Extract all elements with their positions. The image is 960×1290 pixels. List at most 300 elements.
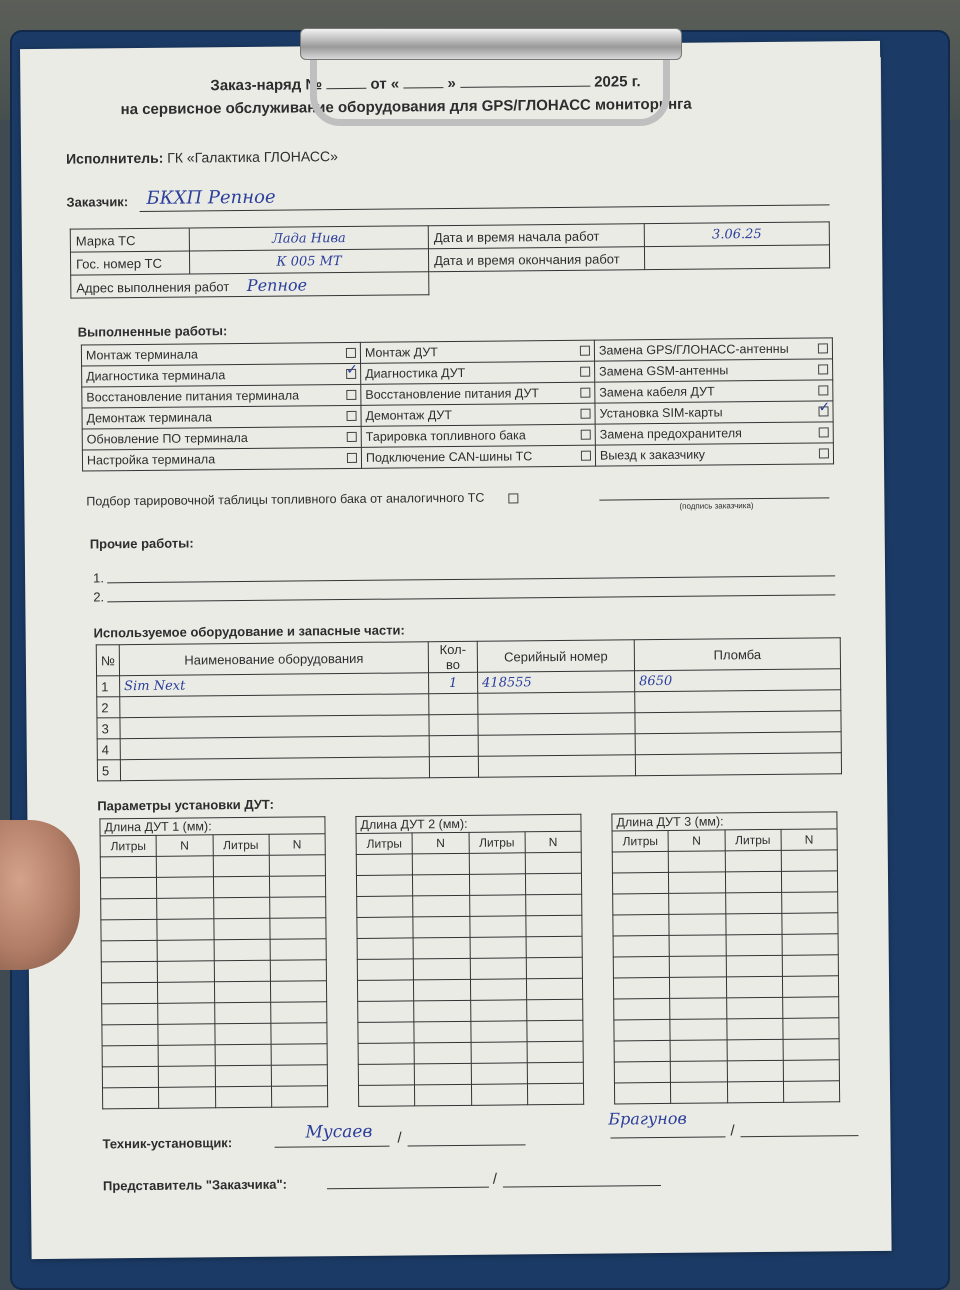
dut-cell (271, 1044, 327, 1066)
dut-cell (102, 1066, 158, 1088)
dut-cell (102, 1087, 158, 1109)
works-cell (594, 338, 832, 361)
executor-row (66, 148, 338, 167)
dut-row (614, 997, 839, 1020)
dut-cell (271, 1086, 327, 1108)
dut-cell (781, 892, 837, 914)
dut-cell (670, 977, 726, 999)
work-checkbox[interactable] (346, 348, 356, 358)
equipment-title: Используемое оборудование и запасные части: (93, 622, 405, 641)
other-line-2 (107, 594, 835, 602)
work-label: Монтаж терминала (85, 347, 198, 363)
dut-row (613, 976, 838, 999)
dut-cell (270, 960, 326, 982)
address-empty (429, 268, 830, 295)
dut-cell (783, 1039, 839, 1061)
dut-cell (469, 853, 525, 875)
dut-cell (470, 1000, 526, 1022)
dut-cell (269, 876, 325, 898)
dut-cell (613, 935, 669, 957)
equipment-serial-cell (478, 713, 635, 736)
equipment-num-cell: 4 (97, 739, 120, 760)
works-cell (82, 405, 361, 429)
dut-cell (526, 915, 582, 937)
equipment-num-cell: 1 (97, 676, 120, 697)
dut-cell (526, 957, 582, 979)
tech-signature-2: Брагунов (608, 1108, 687, 1129)
equipment-qty-cell (429, 756, 478, 777)
dut-cell (781, 850, 837, 872)
equipment-name-cell: Sim Next (120, 673, 429, 697)
dut-row (101, 981, 326, 1004)
dut-cell (102, 1003, 158, 1025)
calibration-row (86, 490, 518, 508)
dut-cell (358, 1064, 414, 1086)
dut-cell (613, 893, 669, 915)
dut-cell (101, 982, 157, 1004)
dut-col-n: N (781, 829, 837, 851)
dut-cell (358, 1022, 414, 1044)
equipment-name-cell (120, 694, 429, 718)
dut-cell (414, 1021, 470, 1043)
executor-label: Исполнитель: (65, 149, 164, 167)
works-cell (361, 361, 595, 384)
dut-cell (101, 940, 157, 962)
address-cell (71, 272, 429, 298)
dut-row (357, 936, 582, 959)
dut-cell (727, 1039, 783, 1061)
works-cell (81, 342, 360, 366)
address-label: Адрес выполнения работ (76, 278, 230, 296)
works-cell (595, 380, 833, 403)
dut-row (357, 957, 582, 980)
dut-cell (157, 919, 213, 941)
other-item-1: 1. (93, 570, 105, 586)
works-title: Выполненные работы: (77, 323, 228, 340)
dut-cell (270, 1002, 326, 1024)
col-num: № (96, 645, 119, 676)
dut-row (357, 894, 582, 917)
work-label: Замена GPS/ГЛОНАСС-антенны (598, 341, 789, 358)
rep-slash: / (492, 1170, 498, 1188)
dut-cell (270, 918, 326, 940)
dut-col-liters: Литры (612, 830, 668, 852)
dut-cell (270, 939, 326, 961)
works-cell (82, 447, 361, 471)
dut-cell (357, 938, 413, 960)
dut-cell (271, 1065, 327, 1087)
dut-cell (158, 1024, 214, 1046)
dut-cell (101, 919, 157, 941)
tech-sign-line1 (275, 1146, 390, 1148)
dut-cell (671, 1082, 727, 1104)
dut-cell (158, 1045, 214, 1067)
dut-cell (727, 1081, 783, 1103)
other-item-2: 2. (93, 589, 105, 605)
work-checkbox[interactable] (581, 451, 591, 461)
dut-row (613, 892, 838, 915)
tech-slash-1: / (397, 1129, 402, 1147)
dut-cell (213, 897, 269, 919)
dut-cell (526, 978, 582, 1000)
dut-cell (414, 958, 470, 980)
plate-value: К 005 МТ (189, 249, 428, 274)
dut-row (101, 960, 326, 983)
work-checkbox[interactable] (581, 430, 591, 440)
dut-cell (356, 875, 412, 897)
tech-slash-2: / (730, 1122, 735, 1140)
dut-cell (413, 853, 469, 875)
equipment-qty-cell (429, 714, 478, 735)
dut-cell (471, 1042, 527, 1064)
dut-row (357, 915, 582, 938)
dut-cell (725, 871, 781, 893)
work-label: Восстановление питания терминала (86, 388, 300, 405)
work-checkbox[interactable] (580, 409, 590, 419)
tech-sign-line2 (408, 1144, 526, 1146)
works-cell (361, 424, 595, 447)
work-label: Обновление ПО терминала (86, 430, 248, 447)
vehicle-info-table (70, 221, 831, 298)
equipment-serial-cell (478, 755, 635, 778)
other-works-title: Прочие работы: (89, 535, 194, 552)
dut-row (358, 1083, 583, 1106)
dut-cell (357, 959, 413, 981)
dut-cell (101, 961, 157, 983)
equipment-name-cell (120, 736, 429, 760)
dut-cell (725, 913, 781, 935)
end-label: Дата и время окончания работ (428, 247, 644, 272)
dut-cell (671, 1061, 727, 1083)
dut-title: Параметры установки ДУТ: (97, 796, 275, 814)
dut-col-liters: Литры (469, 832, 525, 854)
dut-col-liters: Литры (100, 835, 156, 857)
dut-row (101, 897, 326, 920)
equipment-seal-cell: 8650 (635, 669, 841, 692)
dut-cell (782, 976, 838, 998)
dut-cell (469, 874, 525, 896)
address-value: Репное (246, 274, 308, 295)
dut-col-n: N (412, 832, 468, 854)
dut-cell (526, 999, 582, 1021)
dut-block-title: Длина ДУТ 3 (мм): (611, 811, 837, 830)
dut-row (612, 871, 837, 894)
dut-cell (357, 917, 413, 939)
clipboard-clip (300, 18, 680, 128)
clip-bar (300, 28, 682, 60)
dut-cell (726, 955, 782, 977)
dut-block-title: Длина ДУТ 2 (мм): (355, 814, 581, 833)
dut-row (613, 934, 838, 957)
equipment-seal-cell (635, 753, 841, 776)
dut-row (356, 852, 581, 875)
work-order-sheet (20, 41, 892, 1259)
dut-row (102, 1044, 327, 1067)
dut-cell (214, 1002, 270, 1024)
dut-row (357, 978, 582, 1001)
order-date-close: » (447, 74, 456, 93)
dut-cell (614, 998, 670, 1020)
work-checkbox[interactable] (819, 427, 829, 437)
dut-cell (213, 918, 269, 940)
work-label: Замена GSM-антенны (599, 363, 729, 379)
dut-cell (101, 898, 157, 920)
works-cell (595, 422, 833, 445)
dut-cell (470, 937, 526, 959)
tech-sign-line3 (610, 1136, 725, 1138)
work-checkbox[interactable] (580, 367, 590, 377)
equipment-num-cell: 2 (97, 697, 120, 718)
col-serial: Серийный номер (477, 640, 634, 673)
dut-row (614, 1081, 839, 1104)
dut-col-n: N (156, 835, 212, 857)
dut-col-n: N (525, 831, 581, 853)
dut-cell (613, 977, 669, 999)
equipment-num-cell: 3 (97, 718, 120, 739)
works-cell (595, 359, 833, 382)
dut-cell (271, 1023, 327, 1045)
tech-sign-line4 (740, 1135, 858, 1137)
work-checkbox[interactable] (346, 369, 356, 379)
dut-cell (527, 1062, 583, 1084)
other-line-1 (107, 575, 835, 583)
dut-cell (214, 1023, 270, 1045)
works-cell (360, 340, 594, 363)
works-cell (595, 401, 833, 424)
order-number-label: Заказ-наряд № (210, 76, 323, 95)
work-label: Настройка терминала (86, 452, 216, 468)
work-checkbox[interactable] (347, 411, 357, 421)
dut-cell (413, 916, 469, 938)
work-checkbox[interactable] (818, 364, 828, 374)
dut-cell (269, 855, 325, 877)
dut-cell (669, 872, 725, 894)
dut-row (358, 999, 583, 1022)
dut-cell (670, 998, 726, 1020)
work-checkbox[interactable] (818, 343, 828, 353)
dut-block-3 (611, 811, 840, 1104)
dut-table (100, 833, 329, 1109)
dut-cell (614, 1040, 670, 1062)
dut-cell (357, 980, 413, 1002)
dut-cell (157, 856, 213, 878)
work-label: Тарировка топливного бака (365, 428, 526, 444)
dut-cell (471, 1063, 527, 1085)
dut-cell (159, 1087, 215, 1109)
header-line2: на сервисное обслуживание оборудования для GPS/ГЛОНАСС мониторинга (120, 95, 692, 119)
dut-cell (213, 855, 269, 877)
work-label: Замена предохранителя (599, 426, 742, 442)
dut-cell (669, 935, 725, 957)
customer-sign-caption: (подпись заказчика) (679, 501, 754, 511)
tech-label: Техник-установщик: (102, 1135, 233, 1152)
dut-cell (356, 854, 412, 876)
dut-cell (213, 876, 269, 898)
dut-cell (670, 1040, 726, 1062)
work-label: Диагностика ДУТ (365, 365, 466, 381)
dut-cell (612, 851, 668, 873)
dut-cell (415, 1084, 471, 1106)
calibration-label: Подбор тарировочной таблицы топливного бака от аналогичного ТС (86, 490, 485, 509)
order-date-open: от « (370, 75, 400, 93)
rep-label: Представитель "Заказчика": (102, 1176, 288, 1194)
dut-block-2 (355, 814, 584, 1107)
dut-cell (214, 981, 270, 1003)
dut-col-liters: Литры (213, 834, 269, 856)
works-cell (361, 403, 595, 426)
work-checkbox[interactable] (580, 346, 590, 356)
dut-cell (102, 1024, 158, 1046)
dut-cell (158, 961, 214, 983)
work-label: Выезд к заказчику (599, 447, 706, 463)
brand-label: Марка ТС (70, 228, 189, 252)
dut-header-row (612, 829, 837, 852)
order-year: 2025 г. (594, 73, 641, 91)
dut-header-row (100, 834, 325, 857)
customer-sign-line (599, 497, 829, 500)
dut-cell (725, 850, 781, 872)
works-cell (82, 384, 361, 408)
dut-cell (614, 1019, 670, 1041)
dut-cell (358, 1085, 414, 1107)
work-checkbox[interactable] (347, 432, 357, 442)
col-seal: Пломба (634, 638, 840, 671)
equipment-qty-cell: 1 (429, 672, 478, 693)
dut-row (102, 1002, 327, 1025)
dut-cell (215, 1086, 271, 1108)
dut-row (358, 1062, 583, 1085)
dut-cell (726, 1018, 782, 1040)
work-label: Диагностика терминала (86, 368, 226, 384)
dut-cell (614, 1061, 670, 1083)
dut-cell (469, 895, 525, 917)
dut-cell (414, 1000, 470, 1022)
equipment-serial-cell: 418555 (478, 671, 635, 694)
works-table (81, 337, 834, 471)
works-cell (82, 426, 361, 450)
dut-cell (727, 1060, 783, 1082)
dut-cell (357, 896, 413, 918)
dut-col-liters: Литры (356, 833, 412, 855)
dut-cell (100, 877, 156, 899)
dut-cell (100, 856, 156, 878)
calibration-checkbox[interactable] (508, 493, 518, 503)
dut-cell (269, 897, 325, 919)
col-qty: Кол-во (428, 641, 477, 672)
dut-cell (670, 1019, 726, 1041)
work-checkbox[interactable] (818, 406, 828, 416)
dut-cell (414, 979, 470, 1001)
dut-cell (670, 956, 726, 978)
dut-cell (525, 873, 581, 895)
work-checkbox[interactable] (819, 448, 829, 458)
dut-table (356, 831, 585, 1107)
start-label: Дата и время начала работ (428, 224, 644, 249)
work-label: Демонтаж терминала (86, 410, 213, 426)
work-checkbox[interactable] (818, 385, 828, 395)
dut-col-n: N (668, 830, 724, 852)
executor-value: ГК «Галактика ГЛОНАСС» (167, 148, 338, 166)
dut-row (101, 939, 326, 962)
dut-cell (414, 1042, 470, 1064)
rep-sign-line1 (327, 1187, 489, 1190)
dut-cell (613, 914, 669, 936)
dut-cell (782, 955, 838, 977)
dut-cell (415, 1063, 471, 1085)
dut-col-n: N (269, 834, 325, 856)
dut-cell (613, 956, 669, 978)
dut-cell (782, 934, 838, 956)
works-cell (361, 382, 595, 405)
dut-cell (469, 916, 525, 938)
dut-block-title: Длина ДУТ 1 (мм): (99, 816, 325, 835)
dut-cell (470, 1021, 526, 1043)
dut-row (101, 918, 326, 941)
dut-cell (413, 937, 469, 959)
works-cell (595, 443, 833, 466)
dut-cell (102, 1045, 158, 1067)
dut-row (102, 1065, 327, 1088)
dut-cell (726, 934, 782, 956)
dut-row (358, 1020, 583, 1043)
end-value (644, 245, 829, 270)
dut-cell (158, 982, 214, 1004)
dut-row (100, 855, 325, 878)
work-checkbox[interactable] (580, 388, 590, 398)
equipment-table (96, 637, 842, 781)
dut-row (102, 1023, 327, 1046)
dut-row (358, 1041, 583, 1064)
work-label: Замена кабеля ДУТ (599, 384, 715, 400)
work-checkbox[interactable] (347, 453, 357, 463)
dut-row (614, 1039, 839, 1062)
work-label: Подключение CAN-шины ТС (365, 449, 533, 465)
equipment-serial-cell (478, 692, 635, 715)
dut-cell (783, 1060, 839, 1082)
dut-cell (527, 1041, 583, 1063)
dut-cell (471, 1084, 527, 1106)
equipment-num-cell: 5 (97, 760, 120, 781)
dut-row (612, 850, 837, 873)
dut-cell (669, 893, 725, 915)
dut-cell (525, 852, 581, 874)
col-name: Наименование оборудования (119, 642, 428, 676)
dut-cell (726, 976, 782, 998)
dut-cell (782, 913, 838, 935)
works-cell (82, 363, 361, 387)
dut-row (613, 913, 838, 936)
dut-row (613, 955, 838, 978)
equipment-seal-cell (635, 690, 841, 713)
work-checkbox[interactable] (346, 390, 356, 400)
dut-header-row (356, 831, 581, 854)
brand-value: Лада Нива (189, 226, 428, 251)
dut-cell (358, 1001, 414, 1023)
dut-cell (726, 997, 782, 1019)
dut-cell (669, 851, 725, 873)
equipment-name-cell (120, 757, 429, 781)
dut-cell (783, 1081, 839, 1103)
rep-sign-line2 (503, 1185, 661, 1188)
equipment-name-cell (120, 715, 429, 739)
dut-cell (527, 1083, 583, 1105)
equipment-qty-cell (429, 693, 478, 714)
dut-cell (525, 894, 581, 916)
dut-row (614, 1060, 839, 1083)
dut-cell (157, 940, 213, 962)
dut-cell (783, 1018, 839, 1040)
dut-cell (413, 895, 469, 917)
